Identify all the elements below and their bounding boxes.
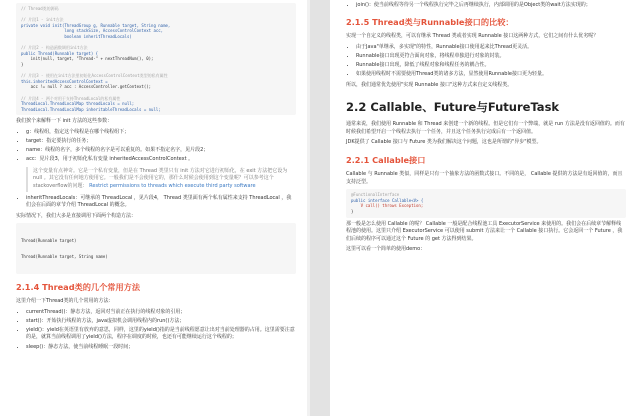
- code-line: @FunctionalInterface: [351, 192, 400, 198]
- demo-intro: 这里可以看一个简单的使用demo：: [346, 246, 426, 253]
- code-line: // Thread类的源码: [21, 6, 59, 11]
- list-item: • Runnable接口出现更符合面向对象，将线程单独进行对象的封装。: [356, 53, 626, 61]
- code-line: // 片段2 - 构造函数调用init方法: [21, 45, 88, 51]
- quote-text: 这个变量有点神奇。它是一个私有变量，但是在 Thread 类里只有 init 方法对它进行初始化，在 exit 方法把它设为 null 。其它没有任何地方使用它。一般我们是不会使用它的，那什么时候会使用到这个变量呢？可以参考这个stackoverflow的问题：: [33, 167, 288, 189]
- jdk-note: JDK提供了 Callable 接口与 Future 类为我们解决这个问题，这也是所谓的"异步"模型。: [346, 139, 542, 146]
- code-line: private void init(ThreadGroup g, Runnable target, String name,: [21, 22, 171, 28]
- code-line: init(null, target, "Thread-" + nextThreadNum(), 0);: [21, 56, 154, 62]
- right-page: [330, 0, 640, 416]
- code-line: Thread(Runnable target, String name): [21, 254, 108, 260]
- list-item: • 如果使用线程时不需要使用Thread类的诸多方法，显然使用Runnable接口更为轻量。: [356, 71, 626, 79]
- blockquote: [26, 167, 296, 192]
- list-item: • 由于Java"单继承，多实现"的特性，Runnable接口使用起来比Thread更灵活。: [356, 44, 626, 52]
- constructor-intro: 实际情况下，我们大多是直接调用下面两个构造方法：: [16, 212, 137, 219]
- init-params-intro: 我们挨个来解释一下 init 方法的这些参数：: [16, 118, 113, 125]
- section-heading-thread-methods: 2.1.4 Thread类的几个常用方法: [16, 282, 141, 293]
- callable-desc: Callable 与 Runnable 类似，同样是只有一个抽象方法的函数式接口。不同的是， Callable 提供的方法是有返回值的，而且支持泛型。: [346, 170, 623, 185]
- code-line: public Thread(Runnable target) {: [21, 50, 99, 56]
- compare-list: [346, 44, 626, 79]
- code-line: ThreadLocal.ThreadLocalMap inheritableThreadLocals = null;: [21, 106, 161, 112]
- code-line: acc != null ? acc : AccessController.getContext();: [21, 84, 152, 90]
- methods-intro: 这里介绍一下Thread类的几个常用的方法：: [16, 298, 114, 305]
- list-item: • target：指定要执行的任务；: [26, 138, 296, 146]
- code-line: this.inheritedAccessControlContext =: [21, 78, 108, 84]
- stackoverflow-link[interactable]: Restrict permissions to threads which execute third party software: [89, 182, 256, 189]
- list-item: • currentThread()：静态方法，返回对当前正在执行的线程对象的引用；: [26, 309, 296, 317]
- section-heading-callable: 2.2.1 Callable接口: [346, 154, 426, 165]
- code-line: ThreadLocal.ThreadLocalMap threadLocals = null;: [21, 101, 135, 107]
- compare-summary: 所以，我们通常优先使用"实现 Runnable 接口"这种方式来自定义线程类。: [346, 81, 513, 88]
- list-item: • g：线程组，指定这个线程是在哪个线程组下；: [26, 129, 296, 137]
- code-block-constructors: [16, 223, 296, 274]
- chapter-heading-callable-future: 2.2 Callable、Future与FutureTask: [346, 100, 560, 115]
- code-line: public interface Callable<V> {: [351, 197, 424, 203]
- list-item: • inheritThreadLocals：可继承的 ThreadLocal ，见片段4， Thread 类里面有两个私有属性来支持 ThreadLocal ，我们会在后面的章节介绍 ThreadLocal 的概念。: [26, 195, 296, 210]
- code-line: }: [21, 61, 24, 67]
- code-line: boolean inheritThreadLocals): [21, 33, 132, 39]
- list-item: • sleep()：静态方法，使当前线程睡眠一段时间；: [26, 344, 296, 352]
- list-item-text: acc：见片段3，用于初始化私有变量 inheritedAccessControlContext 。: [26, 156, 194, 163]
- code-line: // 片段4 - 两个对用于支持ThreadLocal的私有属性: [21, 95, 121, 101]
- callable-usage: 那一般是怎么使用 Callable 的呢？ Callable 一般是配合线程池工具 ExecutorService 来使用的。我们会在后续章节解释线程池的使用。这里只介绍 ExecutorService 可以使用 submit 方法来让一个 Callable 接口执行。它会返回一个 Future ，我们后续的程序可以通过这个 Future 的 get 方法得到结果。: [346, 220, 623, 242]
- code-line: V call() throws Exception;: [351, 203, 424, 209]
- code-line: }: [351, 208, 354, 214]
- code-block-callable: [346, 189, 626, 217]
- methods-list: [16, 309, 296, 351]
- left-page: [0, 0, 310, 416]
- code-line: long stackSize, AccessControlContext acc,: [21, 28, 164, 34]
- list-item: • start()：开始执行线程的方法，java虚拟机会调用线程内的run()方法；: [26, 318, 296, 326]
- code-line: // 片段3 - 使用在init方法里初始化AccessControlContext类型的私有属性: [21, 73, 168, 79]
- list-item: • yield()：yield在英语里有放弃的意思，同样，这里的yield()指的是当前线程愿意让出对当前处理器的占用。这里需要注意的是，就算当前线程调用了yield()方法，程序在调度的时候，也还有可能继续运行这个线程的；: [26, 327, 296, 342]
- code-block-thread-source: [16, 3, 296, 115]
- list-item: • Runnable接口出现，降低了线程对象和线程任务的耦合性。: [356, 62, 626, 70]
- init-params-list: [16, 129, 296, 210]
- list-item: • name：线程的名字，多个线程的名字是可以重复的。如果不指定名字，见片段2；: [26, 147, 296, 155]
- list-item: • join()：使当前线程等待另一个线程执行完毕之后再继续执行，内部调用的是Object类的wait方法实现的；: [356, 2, 626, 10]
- top-list: [346, 2, 626, 10]
- compare-intro: 实现一个自定义的线程类，可以有继承 Thread 类或者实现 Runnable 接口这两种方式，它们之间有什么优劣呢？: [346, 33, 599, 40]
- section-heading-compare: 2.1.5 Thread类与Runnable接口的比较：: [346, 17, 514, 28]
- code-line: // 片段1 - init方法: [21, 17, 64, 23]
- code-line: Thread(Runnable target): [21, 237, 77, 243]
- callable-intro: 通常来说，我们使用 Runnable 和 Thread 来创建一个新的线程。但是它们有一个弊端，就是 run 方法是没有返回值的。而有时候我们希望开启一个线程去执行一个任务，并且这个任务执行完成后有一个返回值。: [346, 121, 625, 135]
- page-gutter: [310, 0, 330, 416]
- list-item: [26, 156, 296, 191]
